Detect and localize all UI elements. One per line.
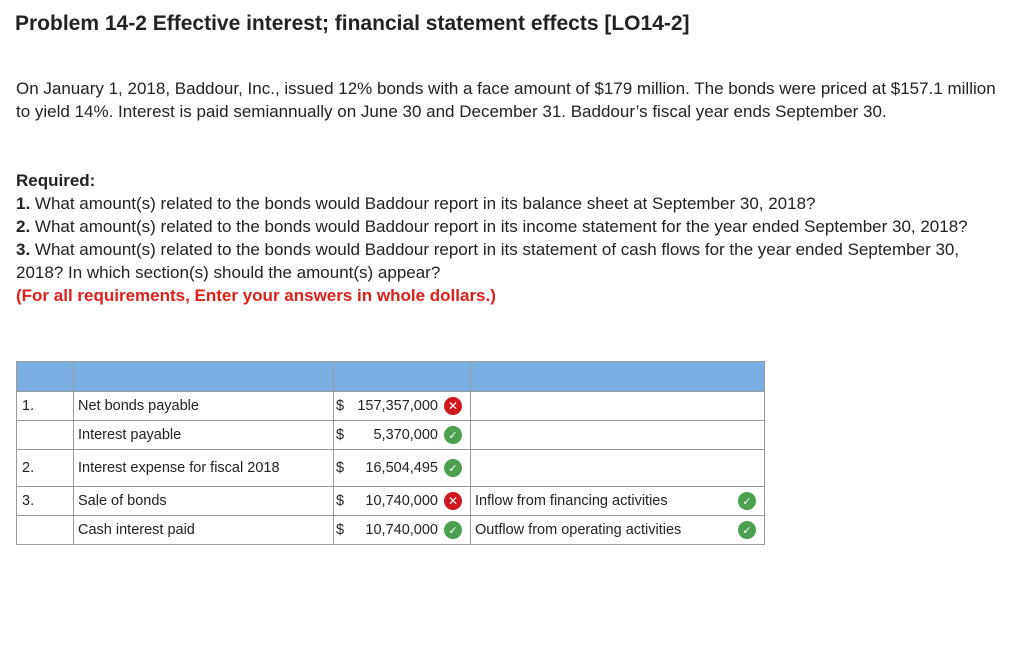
requirement-number: 1. <box>16 194 31 213</box>
row-number <box>17 516 74 545</box>
requirement-1 <box>16 192 1011 215</box>
header-cell <box>17 362 74 392</box>
select-value: Inflow from financing activities <box>475 493 668 509</box>
table-row <box>17 487 765 516</box>
row-number: 3. <box>17 487 74 516</box>
requirement-number: 3. <box>16 240 31 259</box>
check-circle-icon: ✓ <box>444 459 462 477</box>
select-value: Outflow from operating activities <box>475 522 682 538</box>
problem-intro: On January 1, 2018, Baddour, Inc., issued 12% bonds with a face amount of $179 million. The bonds were priced at $157.1 million to yield 14%. Interest is paid semiannually on June 30 and December 31. Baddour’s fiscal year ends September 30. <box>16 79 996 121</box>
requirement-3 <box>16 238 1011 284</box>
x-circle-icon: ✕ <box>444 492 462 510</box>
amount-input[interactable] <box>334 487 471 516</box>
requirement-text: What amount(s) related to the bonds would Baddour report in its income statement for the year ended September 30, 2018? <box>30 217 968 236</box>
dollar-sign: $ <box>336 493 345 509</box>
row-number <box>17 421 74 450</box>
table-row <box>17 392 765 421</box>
required-section <box>16 169 1011 307</box>
description-cell <box>471 421 765 450</box>
header-cell <box>471 362 765 392</box>
description-cell <box>471 450 765 487</box>
amount-value: 16,504,495 <box>365 460 438 476</box>
check-circle-icon: ✓ <box>444 521 462 539</box>
amount-input[interactable] <box>334 516 471 545</box>
x-circle-icon: ✕ <box>444 397 462 415</box>
row-number: 2. <box>17 450 74 487</box>
row-label: Cash interest paid <box>74 516 334 545</box>
amount-value: 10,740,000 <box>365 522 438 538</box>
answer-table <box>16 361 765 545</box>
amount-input[interactable] <box>334 392 471 421</box>
amount-value: 5,370,000 <box>373 427 438 443</box>
description-cell <box>471 392 765 421</box>
row-number: 1. <box>17 392 74 421</box>
dollar-sign: $ <box>336 522 345 538</box>
requirement-note: (For all requirements, Enter your answers in whole dollars.) <box>16 286 496 305</box>
cash-flow-section-select[interactable] <box>471 516 765 545</box>
required-heading: Required: <box>16 171 96 190</box>
header-cell <box>334 362 471 392</box>
requirement-text: What amount(s) related to the bonds would Baddour report in its balance sheet at September 30, 2018? <box>30 194 816 213</box>
dollar-sign: $ <box>336 427 345 443</box>
dollar-sign: $ <box>336 398 345 414</box>
row-label: Sale of bonds <box>74 487 334 516</box>
amount-value: 10,740,000 <box>365 493 438 509</box>
amount-input[interactable] <box>334 421 471 450</box>
requirement-text: What amount(s) related to the bonds would Baddour report in its statement of cash flows for the year ended September 30, 2018? In which section(s) should the amount(s) appear? <box>16 240 960 282</box>
table-row <box>17 516 765 545</box>
row-label: Interest expense for fiscal 2018 <box>74 450 334 487</box>
cash-flow-section-select[interactable] <box>471 487 765 516</box>
table-header-row <box>17 362 765 392</box>
table-row <box>17 450 765 487</box>
row-label: Interest payable <box>74 421 334 450</box>
check-circle-icon: ✓ <box>738 492 756 510</box>
amount-input[interactable] <box>334 450 471 487</box>
amount-value: 157,357,000 <box>357 398 438 414</box>
header-cell <box>74 362 334 392</box>
row-label: Net bonds payable <box>74 392 334 421</box>
requirement-2 <box>16 215 1011 238</box>
requirement-number: 2. <box>16 217 31 236</box>
problem-title: Problem 14-2 Effective interest; financial statement effects [LO14-2] <box>15 12 690 35</box>
check-circle-icon: ✓ <box>738 521 756 539</box>
dollar-sign: $ <box>336 460 345 476</box>
table-row <box>17 421 765 450</box>
check-circle-icon: ✓ <box>444 426 462 444</box>
